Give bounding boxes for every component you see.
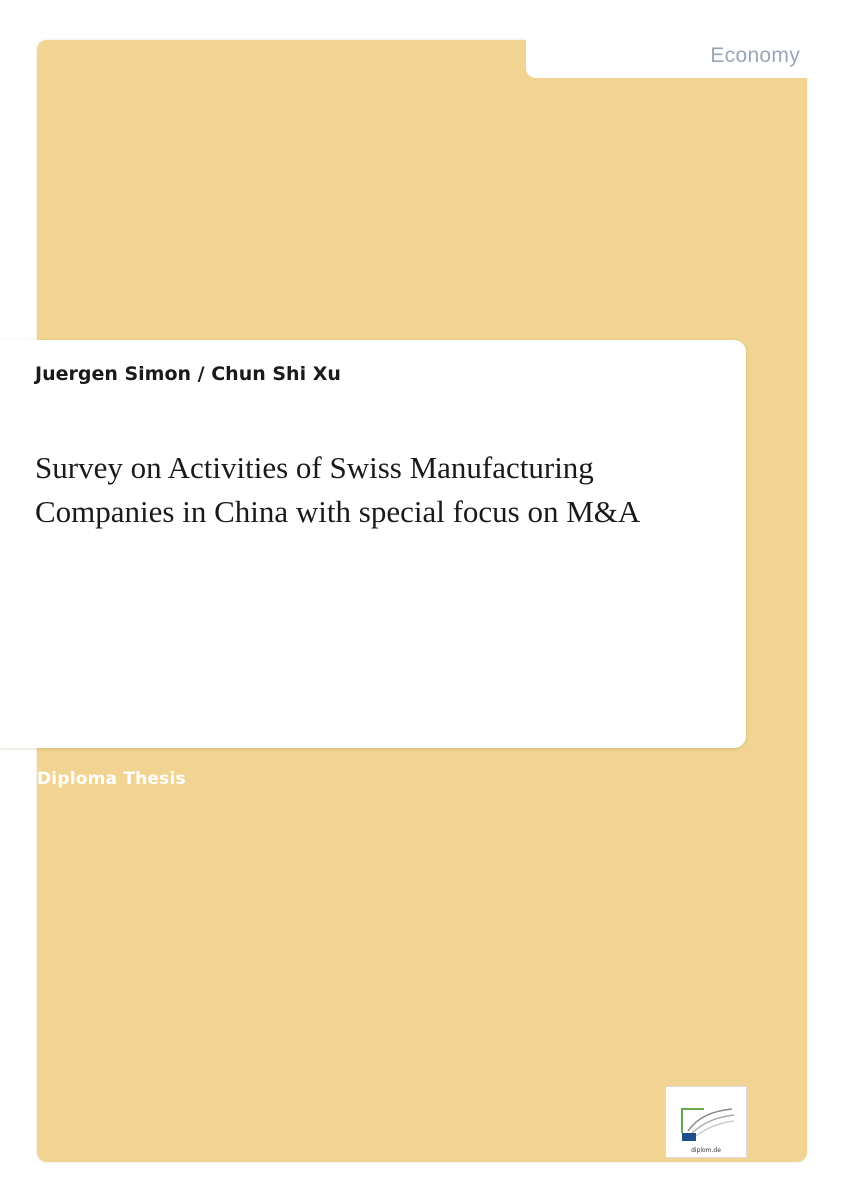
publisher-logo xyxy=(665,1086,747,1158)
title-panel xyxy=(0,340,746,748)
category-label: Economy xyxy=(710,44,800,67)
book-title: Survey on Activities of Swiss Manufacturing Companies in China with special focus on M&A xyxy=(35,450,641,529)
author-names: Juergen Simon / Chun Shi Xu xyxy=(35,363,341,385)
publisher-logo-icon xyxy=(674,1095,740,1145)
publisher-name: diplom.de xyxy=(691,1147,721,1154)
series-label: Diploma Thesis xyxy=(37,769,186,789)
